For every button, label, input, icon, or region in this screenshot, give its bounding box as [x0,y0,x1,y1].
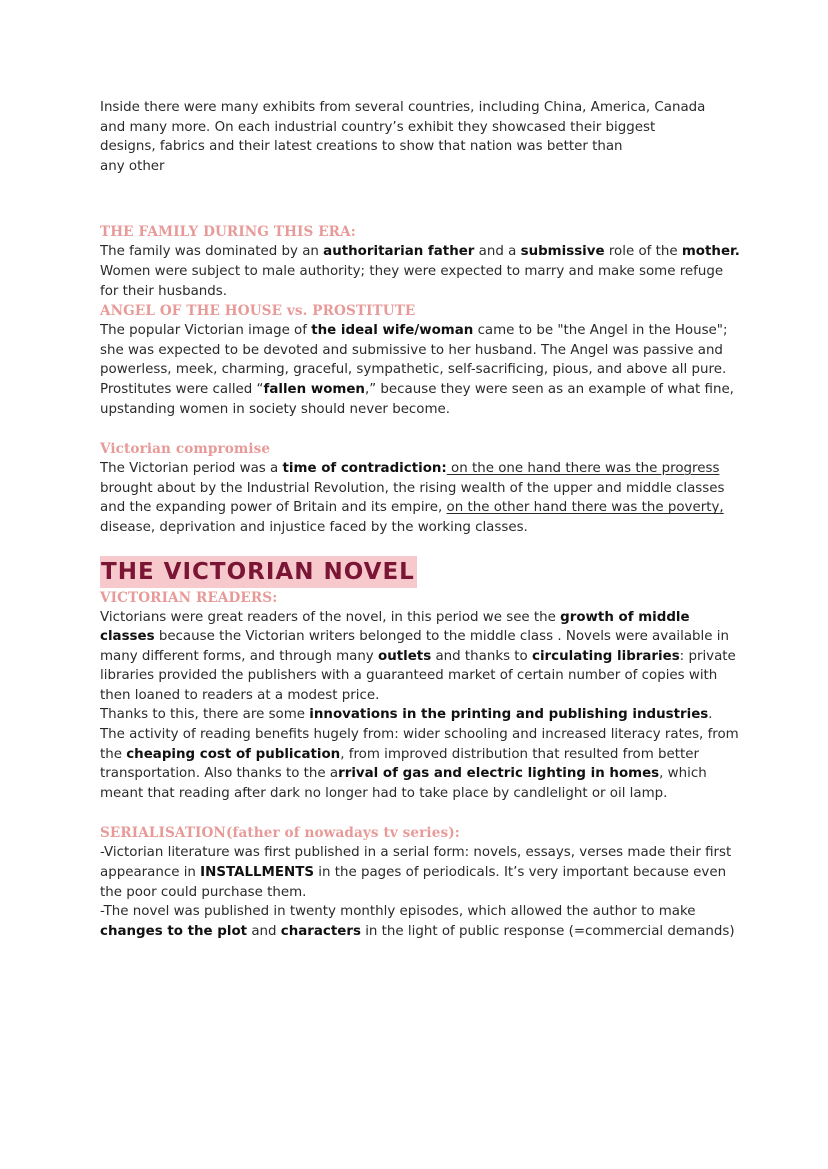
serialisation-heading: SERIALISATION(father of nowadays tv series): [100,825,460,842]
innovations-paragraph: Thanks to this, there are some innovations in the printing and publishing industries. [100,707,713,723]
serialisation-paragraph-1: -Victorian literature was first published in a serial form: novels, essays, verses made their first appearance in INSTALLMENTS in the pages of periodicals. It’s very important because even the poor could purchase them. [100,845,732,900]
readers-paragraph: Victorians were great readers of the novel, in this period we see the growth of middle classes because the Victorian writers belonged to the middle class . Novels were available in many different forms, and through many outlets and thanks to circulating libraries: private libraries provided the publishers with a guaranteed market of certain number of copies with then loaned to readers at a modest price. [100,609,736,703]
intro-paragraph [100,98,740,176]
reading-benefits-paragraph: The activity of reading benefits hugely from: wider schooling and increased literacy rates, from the cheaping cost of publication, from improved distribution that resulted from better transportation. Also thanks to the arrival of gas and electric lighting in homes, which meant that reading after dark no longer had to take place by candlelight or oil lamp. [100,727,739,801]
novel-title-text: THE VICTORIAN NOVEL [100,556,417,588]
prostitutes-paragraph: Prostitutes were called “fallen women,” because they were seen as an example of what fine, upstanding women in society should never become. [100,381,734,417]
angel-paragraph: The popular Victorian image of the ideal wife/woman came to be "the Angel in the House"; she was expected to be devoted and submissive to her husband. The Angel was passive and powerless, meek, charming, graceful, sympathetic, self-sacrificing, pious, and above all pure. [100,323,728,378]
compromise-paragraph: The Victorian period was a time of contradiction: on the one hand there was the progress brought about by the Industrial Revolution, the rising wealth of the upper and middle classes and the expanding power of Britain and its empire, on the other hand there was the poverty, disease, deprivation and injustice faced by the working classes. [100,461,725,535]
intro-line: Inside there were many exhibits from several countries, including China, America, Canada [100,100,706,115]
document-page [100,98,740,941]
intro-line: and many more. On each industrial country’s exhibit they showcased their biggest [100,119,656,135]
novel-title [100,554,740,588]
intro-line: designs, fabrics and their latest creations to show that nation was better than [100,139,623,155]
angel-heading: ANGEL OF THE HOUSE vs. PROSTITUTE [100,303,416,320]
compromise-heading: Victorian compromise [100,441,271,458]
family-paragraph: The family was dominated by an authoritarian father and a submissive role of the mother. Women were subject to male authority; they were expected to marry and make some refuge for their husbands. [100,244,740,299]
serialisation-paragraph-2: -The novel was published in twenty monthly episodes, which allowed the author to make changes to the plot and characters in the light of public response (=commercial demands) [100,904,735,939]
family-heading: THE FAMILY DURING THIS ERA: [100,224,356,241]
readers-heading: VICTORIAN READERS: [100,589,278,606]
intro-line: any other [100,158,165,174]
